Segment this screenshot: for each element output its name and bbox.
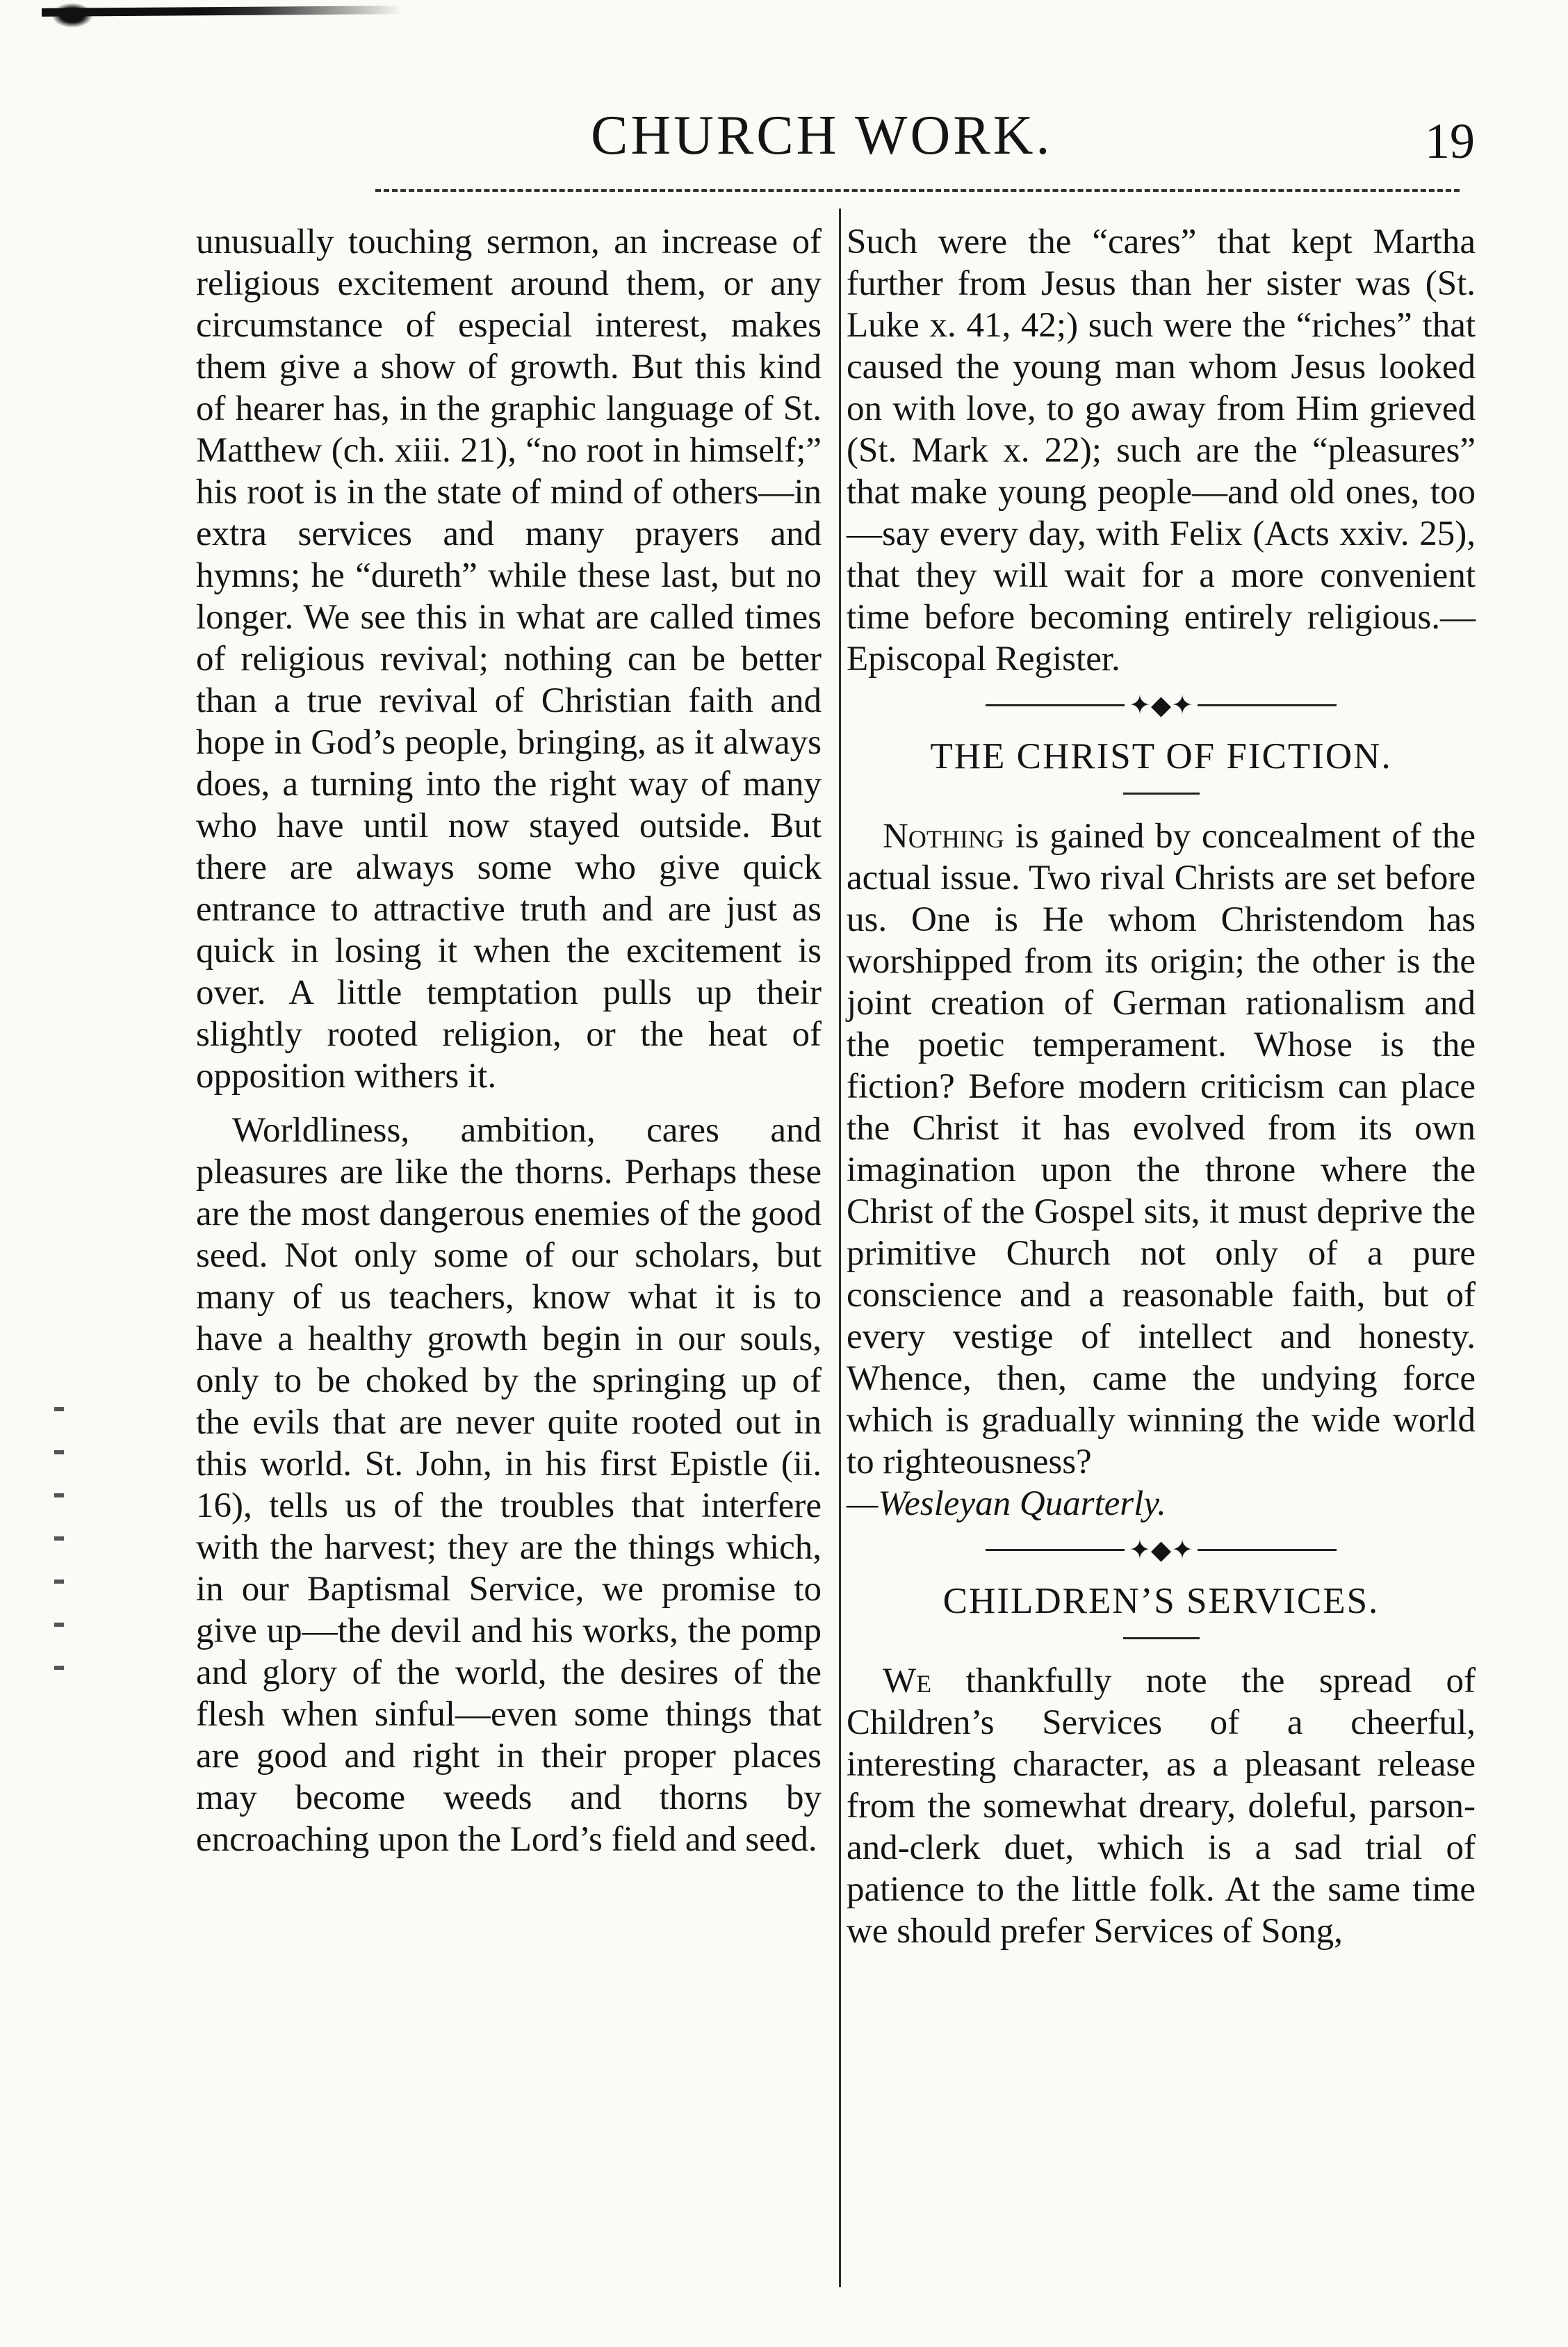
section-separator-ornament: [847, 680, 1476, 730]
heading-short-rule: [1123, 1637, 1200, 1639]
ornament-glyph: ✦◆✦: [1129, 690, 1193, 720]
drop-word: Nothing: [883, 817, 1004, 856]
ornament-bar-right: [1198, 704, 1337, 706]
ink-blot: [51, 3, 93, 28]
ornament-bar-right: [1198, 1549, 1337, 1551]
page-title: CHURCH WORK.: [591, 105, 1053, 166]
ornament-bar-left: [986, 1549, 1125, 1551]
attribution-wesleyan: [847, 1483, 1476, 1525]
left-paragraph-2: Worldliness, ambition, cares and pleasures are like the thorns. Perhaps these are the most dangerous enemies of the good seed. Not only some of our scholars, but many of us teachers, know what it is to have a healthy growth begin in our souls, only to be choked by the springing up of the evils that are never quite rooted out in this world. St. John, in his first Epistle (ii. 16), tells us of the troubles that interfere with the harvest; they are the things which, in our Baptismal Service, we promise to give up—the devil and his works, the pomp and glory of the world, the desires of the flesh when sinful—even some things that are good and right in their proper places may become weeds and thorns by encroaching upon the Lord’s field and seed.: [196, 1111, 822, 1859]
margin-specks: [54, 1383, 64, 1675]
drop-word: We: [883, 1662, 932, 1700]
top-edge-rule: [42, 6, 403, 17]
heading-short-rule: [1123, 793, 1200, 795]
section-heading-christ-of-fiction: THE CHRIST OF FICTION.: [930, 736, 1392, 777]
left-column: [196, 221, 822, 1860]
left-paragraph-1: unusually touching sermon, an increase of religious excitement around them, or any circumstance of especial interest, makes them give a show of growth. But this kind of hearer has, in the graphic language of St. Matthew (ch. xiii. 21), “no root in himself;” his root is in the state of mind of others—in extra services and many prayers and hymns; he “dureth” while these last, but no longer. We see this in what are called times of religious revival; nothing can be better than a true revival of Christian faith and hope in God’s people, bringing, as it always does, a turning into the right way of many who have until now stayed outside. But there are always some who give quick entrance to attractive truth and are just as quick in losing it when the excitement is over. A little temptation pulls up their slightly rooted religion, or the heat of opposition withers it.: [196, 222, 822, 1096]
ornament-glyph: ✦◆✦: [1129, 1534, 1193, 1565]
right-column: [847, 221, 1476, 1952]
paragraph-body: thankfully note the spread of Children’s Services of a cheerful, interesting character, as a pleasant release from the somewhat dreary, doleful, parson-and-clerk duet, which is a sad trial of patience to the little folk. At the same time we should prefer Services of Song,: [847, 1662, 1476, 1951]
ornament-bar-left: [986, 704, 1125, 706]
attribution-text: —Wesleyan Quarterly.: [847, 1484, 1166, 1523]
right-paragraph-1: Such were the “cares” that kept Martha further from Jesus than her sister was (St. Luke x. 41, 42;) such were the “riches” that caused the young man whom Jesus looked on with love, to go away from Him grieved (St. Mark x. 22); such are the “pleasures” that make young people—and old ones, too—say every day, with Felix (Acts xxiv. 25), that they will wait for a more convenient time before becoming entirely religious.—Episcopal Register.: [847, 222, 1476, 679]
paragraph-body: is gained by concealment of the actual issue. Two rival Christs are set before us. One is He whom Christendom has worshipped from its origin; the other is the joint creation of German rationalism and the poetic temperament. Whose is the fiction? Before modern criticism can place the Christ it has evolved from its own imagination upon the throne where the Christ of the Gospel sits, it must deprive the primitive Church not only of a pure conscience and a reasonable faith, but of every vestige of intellect and honesty. Whence, then, came the undying force which is gradually winning the wide world to righteousness?: [847, 817, 1476, 1481]
section-heading-childrens-services: CHILDREN’S SERVICES.: [942, 1581, 1380, 1621]
christ-of-fiction-paragraph: [847, 815, 1476, 1483]
childrens-services-paragraph: [847, 1660, 1476, 1952]
column-divider: [839, 209, 841, 2287]
page-number: 19: [1425, 113, 1475, 169]
section-separator-ornament-2: [847, 1525, 1476, 1575]
header-rule: [375, 189, 1460, 192]
running-head: [0, 104, 1568, 181]
